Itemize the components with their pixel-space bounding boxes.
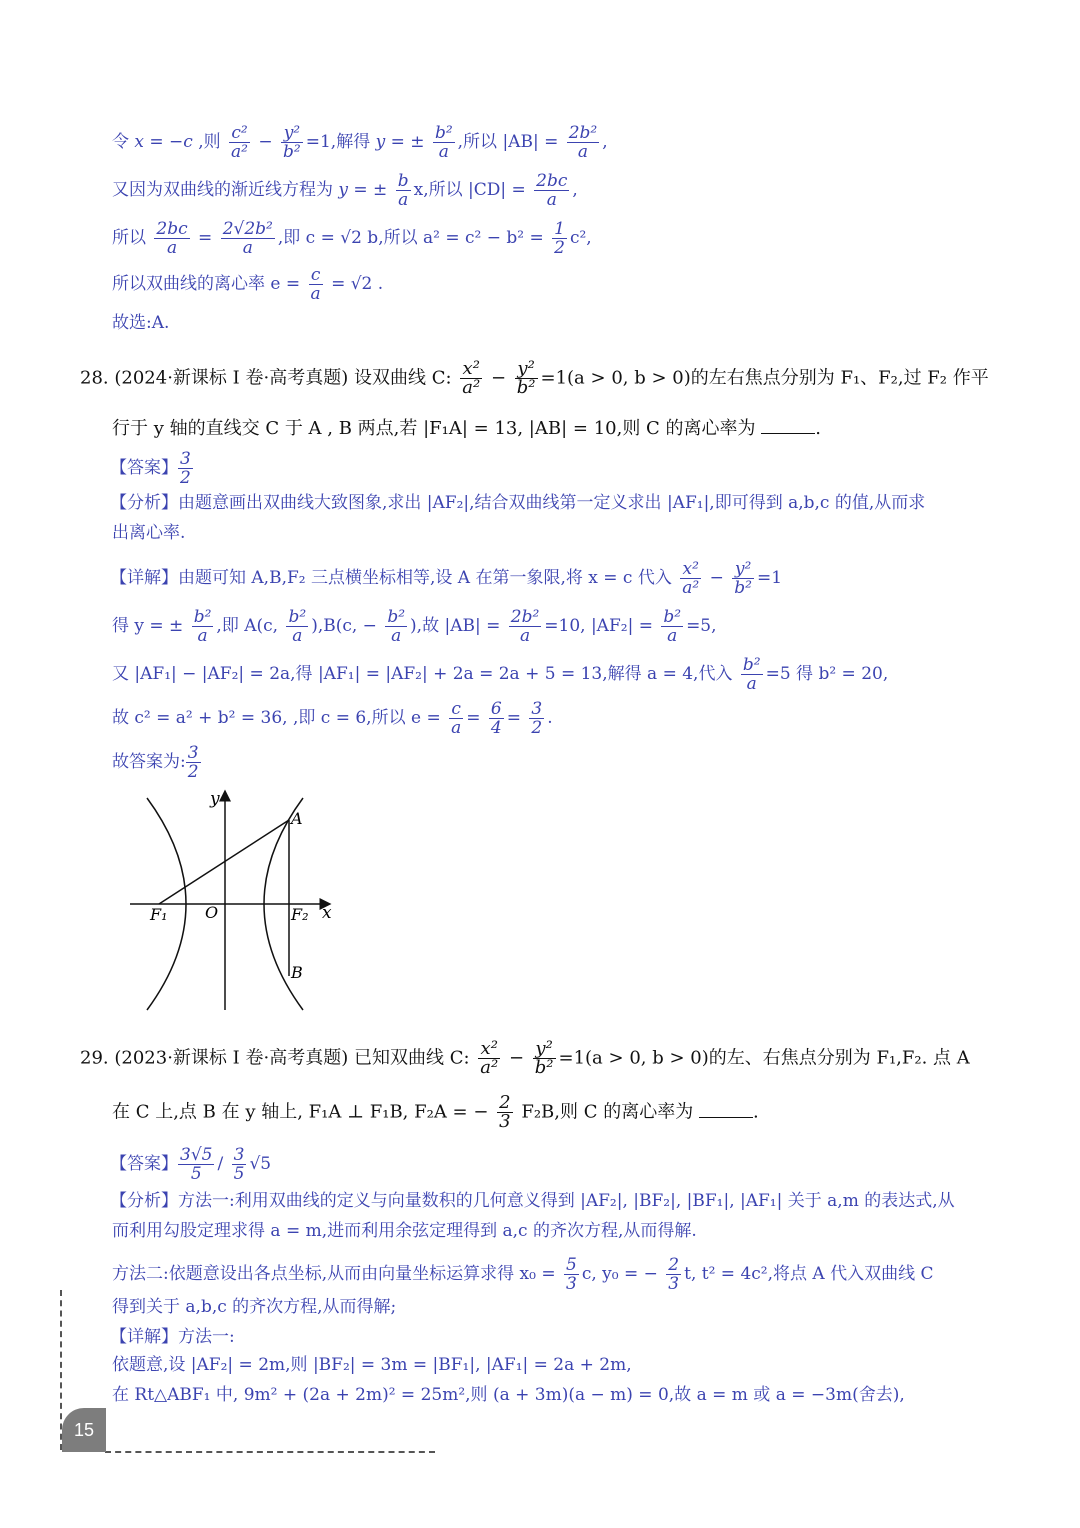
q28-detail-line-5: 故答案为: $\frac{3}{2}$ bbox=[112, 743, 199, 782]
point-F2-label: F₂ bbox=[291, 905, 309, 924]
answer-tag: 【答案】 bbox=[110, 458, 178, 478]
question-28-stem-line-1: 28. (2024·新课标 I 卷·高考真题) 设双曲线 C: $\frac{\text{x²}}{\text{a²}}$ − $\frac{\text{y²}}{\text{b²}}$ =1(a > 0, b > 0)的左右焦点分别为 F₁、F₂,过 F₂ 作平 bbox=[80, 358, 989, 398]
page-number: 15 bbox=[62, 1408, 106, 1452]
question-29-stem-line-1: 29. (2023·新课标 I 卷·高考真题) 已知双曲线 C: $\frac{\text{x²}}{\text{a²}}$ − $\frac{\text{y²}}{\text{b²}}$ =1(a > 0, b > 0)的左、右焦点分别为 F₁,F₂. 点 A bbox=[80, 1038, 970, 1078]
answer-blank bbox=[699, 1099, 753, 1118]
q28-analysis-line-1: 【分析】由题意画出双曲线大致图象,求出 |AF₂|,结合双曲线第一定义求出 |AF₁|,即可得到 a,b,c 的值,从而求 bbox=[110, 493, 926, 513]
question-29-stem-line-2: 在 C 上,点 B 在 y 轴上, F₁A ⊥ F₁B, F₂A = − $\frac{2}{3}$ F₂B,则 C 的离心率为 . bbox=[112, 1092, 759, 1132]
solution-line-4: 所以双曲线的离心率 e = $\frac{c}{a}$ = √2 . bbox=[112, 265, 384, 304]
point-A-label: A bbox=[291, 809, 303, 828]
hyperbola-graph bbox=[125, 786, 345, 1012]
q28-answer: 【答案】 $\frac{3}{2}$ bbox=[110, 449, 191, 488]
y-axis-label: y bbox=[210, 789, 220, 809]
q29-method2-line-2: 得到关于 a,b,c 的齐次方程,从而得解; bbox=[112, 1297, 397, 1317]
point-F1-label: F₁ bbox=[150, 905, 168, 924]
footer-dashed-line bbox=[105, 1451, 435, 1453]
q29-method2-line-1: 方法二:依题意设出各点坐标,从而由向量坐标运算求得 x₀ = $\frac{5}{3}$ c, y₀ = − $\frac{2}{3}$ t, t² = 4c²,将点 A 代入双曲线 C bbox=[112, 1255, 934, 1294]
question-number: 29. bbox=[80, 1047, 109, 1069]
question-source: (2023·新课标 I 卷·高考真题) bbox=[114, 1047, 349, 1069]
solution-line-5: 故选:A. bbox=[112, 313, 170, 333]
answer-blank bbox=[761, 415, 815, 434]
solution-line-1: 令 x = −c ,则 $\frac{\text{c²}}{\text{a²}}$ − $\frac{\text{y²}}{\text{b²}}$ =1,解得 y = ± $\frac{\text{b²}}{a}$ ,所以 |AB| = $\frac{\text{2b²}}{a}$ , bbox=[112, 123, 608, 162]
solution-line-2: 又因为双曲线的渐近线方程为 y = ± $\frac{b}{a}$ x,所以 |CD| = $\frac{2bc}{a}$ , bbox=[112, 171, 578, 210]
q29-answer: 【答案】 $\frac{3√5}{5}$ / $\frac{3}{5}$ √5 bbox=[110, 1145, 272, 1184]
q28-detail-line-3: 又 |AF₁| − |AF₂| = 2a,得 |AF₁| = |AF₂| + 2a = 2a + 5 = 13,解得 a = 4,代入 $\frac{\text{b²}}{a}$ =5 得 b² = 20, bbox=[112, 655, 889, 694]
q29-detail-line-2: 依题意,设 |AF₂| = 2m,则 |BF₂| = 3m = |BF₁|, |AF₁| = 2a + 2m, bbox=[112, 1355, 632, 1375]
solution-line-3: 所以 $\frac{2bc}{a}$ = $\frac{\text{2√2b²}}{a}$ ,即 c = √2 b,所以 a² = c² − b² = $\frac{1}{2}$ c², bbox=[112, 219, 592, 258]
q28-detail-line-2: 得 y = ± $\frac{\text{b²}}{a}$ ,即 A(c, $\frac{\text{b²}}{a}$ ),B(c, − $\frac{\text{b²}}{a}$ ),故 |AB| = $\frac{\text{2b²}}{a}$ =10, |AF₂| = $\frac{\text{b²}}{a}$ =5, bbox=[112, 607, 717, 646]
q29-analysis-line-2: 而利用勾股定理求得 a = m,进而利用余弦定理得到 a,c 的齐次方程,从而得解. bbox=[112, 1221, 697, 1241]
question-28-stem-line-2: 行于 y 轴的直线交 C 于 A , B 两点,若 |F₁A| = 13, |AB| = 10,则 C 的离心率为 . bbox=[112, 414, 821, 440]
q28-detail-line-1: 【详解】由题可知 A,B,F₂ 三点横坐标相等,设 A 在第一象限,将 x = c 代入 $\frac{\text{x²}}{\text{a²}}$ − $\frac{\text{y²}}{\text{b²}}$ =1 bbox=[110, 559, 783, 598]
question-number: 28. bbox=[80, 367, 109, 389]
question-source: (2024·新课标 I 卷·高考真题) bbox=[114, 367, 349, 389]
origin-label: O bbox=[205, 903, 219, 922]
q29-detail-line-1: 【详解】方法一: bbox=[110, 1327, 235, 1347]
q28-analysis-line-2: 出离心率. bbox=[112, 523, 186, 543]
q29-detail-line-3: 在 Rt△ABF₁ 中, 9m² + (2a + 2m)² = 25m²,则 (a + 3m)(a − m) = 0,故 a = m 或 a = −3m(舍去), bbox=[112, 1385, 905, 1405]
q29-analysis-line-1: 【分析】方法一:利用双曲线的定义与向量数积的几何意义得到 |AF₂|, |BF₂|, |BF₁|, |AF₁| 关于 a,m 的表达式,从 bbox=[110, 1191, 955, 1211]
q28-detail-line-4: 故 c² = a² + b² = 36, ,即 c = 6,所以 e = $\frac{c}{a}$ = $\frac{6}{4}$ = $\frac{3}{2}$ . bbox=[112, 699, 553, 738]
x-axis-label: x bbox=[322, 903, 332, 923]
point-B-label: B bbox=[291, 963, 303, 982]
